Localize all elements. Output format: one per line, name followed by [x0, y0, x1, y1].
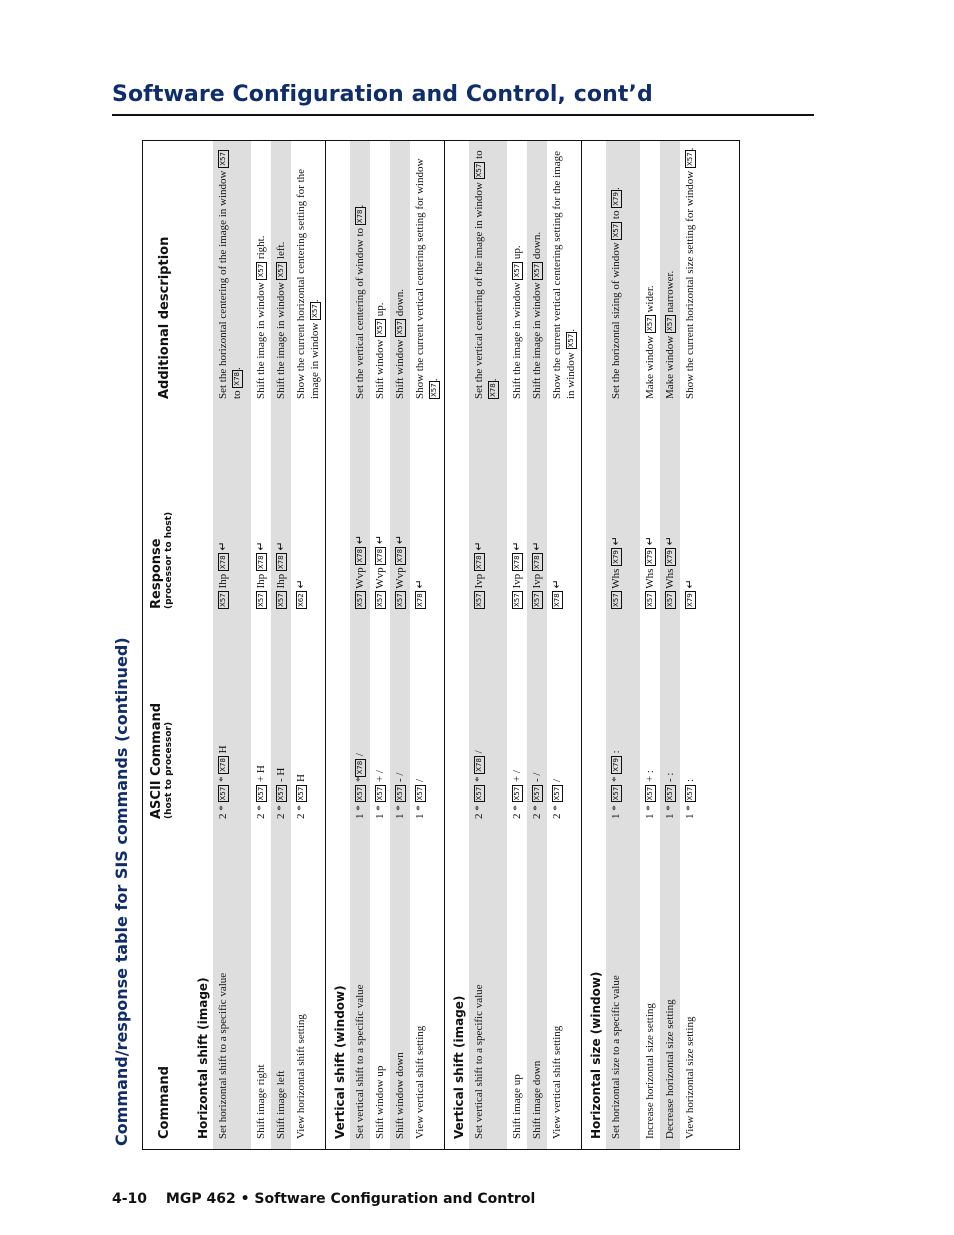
variable-box: X57	[475, 786, 483, 801]
cell-command: Decrease horizontal size setting	[664, 999, 676, 1139]
cell-ascii-command: 1 * X57 * X79 :	[610, 750, 622, 819]
cell-response: X57 Whs X79 ↵	[644, 536, 656, 607]
cell-command: Set horizontal shift to a specific value	[217, 972, 229, 1139]
variable-box: X57	[475, 593, 483, 607]
cell-ascii-command: 1 * X57 /	[414, 778, 426, 819]
cell-response: X57 Whs X79 ↵	[610, 536, 622, 607]
cell-command: Set vertical shift to a specific value	[354, 984, 366, 1139]
cell-response: X57 Wvp X78 ↵	[374, 534, 386, 607]
variable-box: X57	[686, 152, 694, 167]
variable-box: X57	[396, 593, 404, 607]
variable-box: X78	[553, 593, 561, 607]
cell-description: Show the current horizontal centering setting for the image in window X57.	[295, 168, 321, 399]
table-row	[271, 141, 291, 1149]
variable-box: X78	[356, 548, 364, 563]
table-row	[640, 141, 660, 1149]
variable-box: X57	[396, 320, 404, 335]
table-row	[390, 141, 410, 1149]
cell-response: X57 Wvp X78 ↵	[394, 534, 406, 607]
cell-command: Set vertical shift to a specific value	[473, 984, 485, 1139]
variable-box: X57	[376, 786, 384, 801]
variable-box: X78	[257, 555, 265, 570]
variable-box: X78	[219, 758, 227, 772]
variable-box: X57	[553, 786, 561, 801]
cell-ascii-command: 1 * X57 + :	[644, 770, 656, 819]
cell-ascii-command: 2 * X57 * X78 /	[473, 750, 485, 819]
column-header-response-sub: (processor to host)	[164, 511, 174, 609]
variable-box: X57	[646, 786, 654, 801]
variable-box: X78	[356, 209, 364, 224]
cell-command: Shift image right	[255, 1064, 267, 1139]
variable-box: X57	[376, 320, 384, 335]
cell-description: Shift window X57 down.	[394, 289, 406, 399]
variable-box: X57	[646, 593, 654, 607]
cell-response: X57 Ihp X78 ↵	[217, 541, 229, 607]
page-footer	[112, 1191, 535, 1207]
variable-box: X57	[666, 317, 674, 331]
cell-response: X57 Whs X79 ↵	[664, 536, 676, 607]
variable-box: X57	[356, 593, 364, 607]
variable-box: X57	[257, 263, 265, 278]
table-row	[350, 141, 370, 1149]
variable-box: X79	[686, 593, 694, 607]
column-header-response	[149, 512, 175, 609]
variable-box: X79	[666, 550, 674, 564]
cell-command: Set horizontal size to a specific value	[610, 975, 622, 1139]
variable-box: X57	[257, 786, 265, 801]
variable-box: X57	[666, 786, 674, 801]
table-row	[606, 141, 640, 1149]
variable-box: X57	[475, 163, 483, 178]
variable-box: X57	[612, 593, 620, 607]
variable-box: X57	[297, 786, 305, 801]
cell-response: X62 ↵	[295, 579, 307, 607]
table-section	[189, 141, 325, 1149]
variable-box: X78	[416, 593, 424, 607]
variable-box: X79	[646, 550, 654, 564]
column-header-ascii-label: ASCII Command	[149, 702, 164, 819]
column-header-ascii-sub: (host to processor)	[164, 721, 174, 819]
footer-text: MGP 462 • Software Configuration and Control	[165, 1191, 536, 1207]
cell-description: Shift the image in window X57 right.	[255, 235, 267, 399]
variable-box: X57	[666, 593, 674, 607]
variable-box: X57	[533, 593, 541, 607]
cell-response: X78 ↵	[414, 579, 426, 607]
variable-box: X57	[513, 263, 521, 278]
variable-box: X78	[533, 555, 541, 570]
cell-ascii-command: 2 * X57 + /	[511, 770, 523, 819]
cell-description: Set the horizontal sizing of window X57 to X79.	[610, 187, 622, 399]
variable-box: X78	[376, 548, 384, 563]
cell-ascii-command: 2 * X57 /	[551, 778, 563, 819]
table-row	[469, 141, 507, 1149]
variable-box: X78	[233, 371, 241, 386]
variable-box: X57	[257, 593, 265, 607]
table-body	[189, 141, 714, 1149]
variable-box: X78	[219, 555, 227, 570]
variable-box: X78	[475, 555, 483, 570]
cell-ascii-command: 1 * X57 :	[684, 778, 696, 819]
cell-ascii-command: 1 * X57 - :	[664, 772, 676, 819]
table-row	[527, 141, 547, 1149]
table-row	[507, 141, 527, 1149]
variable-box: X57	[686, 786, 694, 801]
variable-box: X79	[612, 192, 620, 206]
page-title: Software Configuration and Control, cont’d	[112, 82, 653, 107]
variable-box: X57	[567, 333, 575, 348]
cell-command: Shift window down	[394, 1052, 406, 1139]
cell-description: Show the current horizontal size setting for window X57.	[684, 147, 696, 399]
cell-ascii-command: 1 * X57 + /	[374, 770, 386, 819]
cell-description: Shift the image in window X57 up.	[511, 245, 523, 399]
table-section	[325, 141, 444, 1149]
cell-response: X57 Ivp X78 ↵	[473, 541, 485, 607]
cell-ascii-command: 1 * X57 *X78 /	[354, 753, 366, 819]
table-row	[410, 141, 444, 1149]
variable-box: X57	[430, 383, 438, 397]
table-row	[370, 141, 390, 1149]
table-section	[581, 141, 714, 1149]
column-header-response-label: Response	[149, 538, 164, 609]
variable-box: X78	[396, 548, 404, 563]
cell-command: View horizontal shift setting	[295, 1014, 307, 1139]
cell-command: Shift window up	[374, 1065, 386, 1139]
table-row	[680, 141, 714, 1149]
cell-response: X57 Wvp X78 ↵	[354, 534, 366, 607]
variable-box: X78	[513, 555, 521, 570]
rotated-table-area	[112, 140, 712, 1150]
cell-description: Shift the image in window X57 left.	[275, 241, 287, 399]
cell-command: View vertical shift setting	[551, 1025, 563, 1139]
variable-box: X57	[277, 786, 285, 801]
column-header-command: Command	[157, 1066, 172, 1139]
cell-command: Shift image left	[275, 1070, 287, 1139]
cell-command: View horizontal size setting	[684, 1016, 696, 1139]
cell-response: X78 ↵	[551, 579, 563, 607]
cell-ascii-command: 2 * X57 H	[295, 774, 307, 819]
variable-box: X57	[311, 304, 319, 318]
variable-box: X57	[356, 786, 364, 801]
variable-box: X78	[356, 760, 364, 775]
cell-description: Set the horizontal centering of the image in window X57 to X78.	[217, 152, 243, 399]
table-header	[143, 141, 189, 1149]
cell-command: Increase horizontal size setting	[644, 1003, 656, 1139]
variable-box: X62	[297, 593, 305, 607]
table-caption: Command/response table for SIS commands (continued)	[112, 637, 131, 1146]
cell-response: X57 Ihp X78 ↵	[255, 541, 267, 607]
sis-command-table	[142, 140, 740, 1150]
cell-ascii-command: 2 * X57 - H	[275, 767, 287, 819]
variable-box: X57	[533, 786, 541, 801]
variable-box: X57	[513, 593, 521, 607]
variable-box: X57	[612, 223, 620, 238]
cell-response: X57 Ivp X78 ↵	[531, 541, 543, 607]
table-row	[291, 141, 325, 1149]
variable-box: X57	[277, 593, 285, 607]
variable-box: X57	[416, 786, 424, 801]
cell-description: Show the current vertical centering setting for the image in window X57.	[551, 150, 577, 399]
variable-box: X57	[646, 317, 654, 331]
cell-description: Set the vertical centering of the image in window X57 to X78.	[473, 150, 499, 399]
cell-description: Set the vertical centering of window to X78.	[354, 204, 366, 399]
column-header-ascii	[149, 703, 175, 819]
cell-description: Make window X57 wider.	[644, 285, 656, 399]
variable-box: X57	[277, 263, 285, 278]
variable-box: X57	[219, 593, 227, 607]
variable-box: X57	[396, 786, 404, 801]
variable-box: X57	[219, 786, 227, 801]
variable-box: X57	[612, 786, 620, 801]
table-row	[660, 141, 680, 1149]
page-number: 4-10	[112, 1191, 148, 1207]
table-section	[444, 141, 581, 1149]
cell-command: Shift image up	[511, 1074, 523, 1139]
table-row	[251, 141, 271, 1149]
title-rule	[112, 114, 814, 116]
cell-ascii-command: 1 * X57 - /	[394, 772, 406, 819]
cell-description: Shift the image in window X57 down.	[531, 231, 543, 399]
variable-box: X79	[612, 758, 620, 772]
column-header-description: Additional description	[157, 236, 172, 399]
variable-box: X78	[489, 383, 497, 397]
section-title: Vertical shift (window)	[333, 985, 347, 1139]
cell-description: Show the current vertical centering setting for window X57.	[414, 158, 440, 399]
variable-box: X57	[376, 593, 384, 607]
table-row	[213, 141, 251, 1149]
variable-box: X79	[612, 550, 620, 564]
cell-description: Make window X57 narrower.	[664, 270, 676, 399]
cell-ascii-command: 2 * X57 - /	[531, 772, 543, 819]
variable-box: X78	[475, 758, 483, 772]
section-title: Horizontal size (window)	[589, 971, 603, 1139]
section-title: Horizontal shift (image)	[196, 977, 210, 1139]
cell-ascii-command: 2 * X57 * X78 H	[217, 745, 229, 819]
cell-ascii-command: 2 * X57 + H	[255, 765, 267, 819]
cell-command: View vertical shift setting	[414, 1025, 426, 1139]
cell-command: Shift image down	[531, 1060, 543, 1139]
cell-description: Shift window X57 up.	[374, 302, 386, 399]
variable-box: X57	[533, 263, 541, 278]
cell-response: X57 Ihp X78 ↵	[275, 541, 287, 607]
section-title: Vertical shift (image)	[452, 995, 466, 1139]
variable-box: X57	[513, 786, 521, 801]
cell-response: X79 ↵	[684, 579, 696, 607]
variable-box: X78	[277, 555, 285, 570]
table-row	[547, 141, 581, 1149]
variable-box: X57	[219, 152, 227, 166]
cell-response: X57 Ivp X78 ↵	[511, 541, 523, 607]
